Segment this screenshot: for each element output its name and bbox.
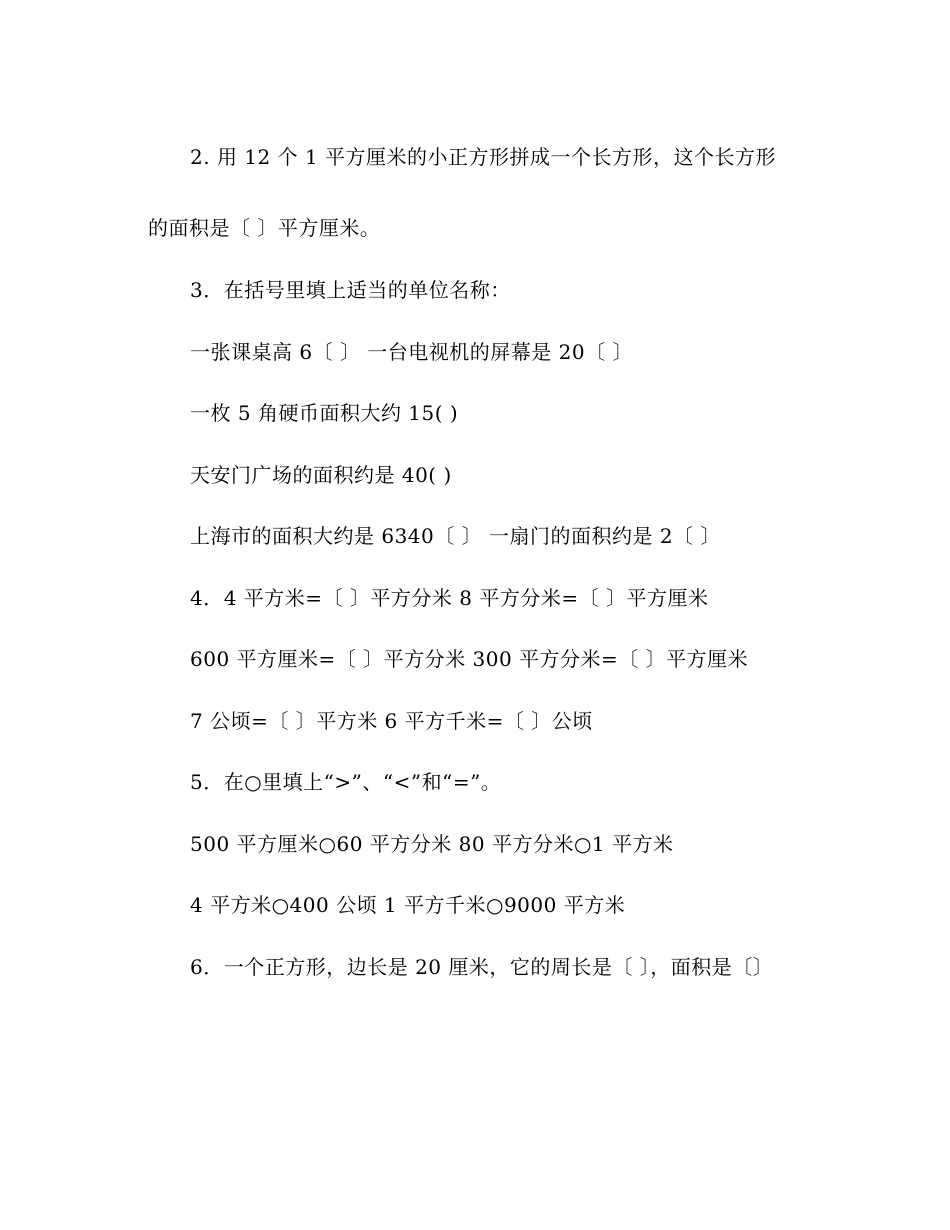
- question-3-item-4: 上海市的面积大约是 6340〔 〕 一扇门的面积约是 2〔 〕: [190, 524, 721, 548]
- question-3-item-2: 一枚 5 角硬币面积大约 15( ): [190, 401, 459, 425]
- question-2-line-1: 2. 用 12 个 1 平方厘米的小正方形拼成一个长方形，这个长方形: [190, 145, 777, 169]
- question-2-line-2: 的面积是〔 〕平方厘米。: [148, 216, 381, 240]
- question-5-heading: 5．在○里填上“>”、“<”和“=”。: [190, 770, 502, 794]
- question-5-item-2: 4 平方米○400 公顷 1 平方千米○9000 平方米: [190, 893, 626, 917]
- question-4-line-1: 4．4 平方米=〔 〕平方分米 8 平方分米=〔 〕平方厘米: [190, 586, 709, 610]
- question-5-item-1: 500 平方厘米○60 平方分米 80 平方分米○1 平方米: [190, 832, 674, 856]
- question-4-line-3: 7 公顷=〔 〕平方米 6 平方千米=〔 〕公顷: [190, 709, 593, 733]
- question-4-line-2: 600 平方厘米=〔 〕平方分米 300 平方分米=〔 〕平方厘米: [190, 647, 749, 671]
- question-6-line-1: 6．一个正方形，边长是 20 厘米，它的周长是〔 〕，面积是〔〕: [190, 955, 774, 979]
- question-3-item-1: 一张课桌高 6〔 〕 一台电视机的屏幕是 20〔 〕: [190, 340, 633, 364]
- question-3-heading: 3．在括号里填上适当的单位名称：: [190, 278, 511, 302]
- question-3-item-3: 天安门广场的面积约是 40( ): [190, 463, 452, 487]
